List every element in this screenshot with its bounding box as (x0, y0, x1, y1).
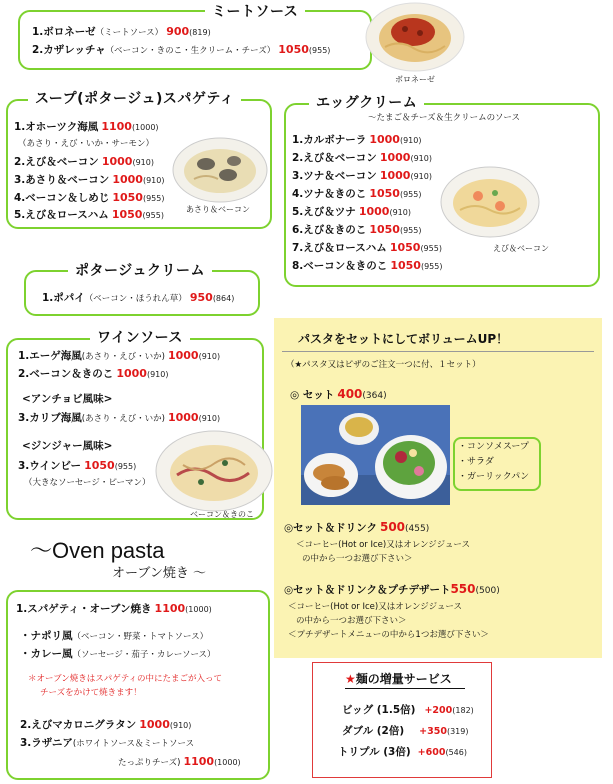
item-price: 1100 (154, 602, 186, 615)
meat-sauce-box (18, 10, 372, 70)
item-name: 4.ツナ＆きのこ (292, 188, 367, 200)
item-name: 5.えび＆ロースハム (14, 209, 109, 221)
set2-desc: の中から一つお選び下さい＞ (302, 554, 413, 564)
item-name: 2.えびマカロニグラタン (20, 719, 137, 731)
item-price: 1000 (101, 155, 133, 168)
set2-desc: ＜コーヒー(Hot or Ice)又はオレンジジュース (296, 540, 470, 550)
menu-item (14, 120, 159, 134)
item-name: 1.エーゲ海風 (18, 350, 82, 362)
item-tax: (955) (420, 262, 443, 271)
oven-note-line2: チーズをかけて焼きます！ (40, 688, 142, 698)
item-tax: (955) (399, 226, 422, 235)
set3-label: ◎セット＆ドリンク＆プチデザート (284, 584, 451, 596)
menu-item (292, 241, 442, 255)
shrimp-bacon-photo (440, 166, 540, 238)
egg-cream-title: エッグクリーム (309, 92, 424, 112)
wine-sauce-title: ワインソース (90, 327, 190, 347)
set3-desc: ＜コーヒー(Hot or Ice)又はオレンジジュース (288, 602, 462, 612)
item-desc: （大きなソーセージ・ピーマン） (24, 478, 151, 488)
set3-desc: ＜プチデザートメニューの中から1つお選び下さい＞ (288, 630, 489, 640)
item-name: 3.ラザニア (20, 737, 73, 749)
item-tax: (910) (198, 352, 221, 361)
item-price: +600 (417, 747, 446, 758)
menu-item (18, 459, 136, 473)
oven-note-line1: ＊オーブン焼きはスパゲティの中にたまごが入って (28, 674, 223, 684)
item-name: 2.えび＆ベーコン (14, 156, 99, 168)
item-price: 1000 (379, 151, 411, 164)
set1-row (290, 388, 387, 403)
item-desc: (あさり・えび・いか) (81, 352, 165, 362)
item-name: 8.ベーコン＆きのこ (292, 260, 388, 272)
menu-item (292, 187, 421, 201)
oven-heading: 〜Oven pasta (30, 538, 165, 563)
item-tax: (955) (399, 190, 422, 199)
variant-desc: （ソーセージ・茄子・カレーソース） (72, 650, 216, 660)
menu-item (14, 191, 164, 205)
set3-tax: (500) (475, 586, 500, 596)
variant-desc: （ベーコン・野菜・トマトソース） (72, 632, 209, 642)
flavor-label: <アンチョビ風味> (22, 393, 113, 405)
egg-cream-subtitle: 〜たまご＆チーズ＆生クリームのソース (368, 113, 520, 123)
set1-tax: (364) (362, 391, 387, 401)
item-tax: (910) (146, 370, 169, 379)
menu-item (292, 151, 432, 165)
item-tax: (1000) (185, 605, 212, 614)
set3-desc: の中から一つお選び下さい＞ (296, 616, 407, 626)
menu-item-desc (18, 137, 154, 151)
star-icon: ★ (345, 672, 356, 686)
item-price: 1050 (389, 241, 421, 254)
item-desc: (ホワイトソース＆ミートソース (72, 739, 195, 749)
item-name: 5.えび＆ツナ (292, 206, 356, 218)
menu-item (292, 205, 411, 219)
menu-item (14, 173, 164, 187)
item-name: 7.えび＆ロースハム (292, 242, 387, 254)
noodle-item (342, 725, 468, 738)
item-price: 1000 (139, 718, 170, 731)
item-name: 3.ウインビー (18, 460, 82, 472)
item-name: 1.ボロネーゼ (32, 26, 96, 38)
set2-label: ◎セット＆ドリンク (284, 522, 377, 534)
set1-item: ・コンソメスープ (458, 442, 529, 452)
noodle-title-row (345, 670, 452, 687)
item-tax: (910) (410, 172, 432, 181)
oven-subheading: オーブン焼き 〜 (112, 566, 206, 581)
set3-row (284, 583, 500, 598)
item-tax: (955) (308, 46, 331, 55)
item-name: 1.カルボナーラ (292, 134, 367, 146)
set-photo (301, 405, 450, 505)
photo-caption: ボロネーゼ (395, 75, 435, 84)
item-tax: (910) (132, 158, 154, 167)
item-tax: (955) (114, 462, 137, 471)
menu-item (32, 25, 211, 40)
set3-price: 550 (450, 582, 476, 596)
item-price: 1050 (390, 259, 421, 272)
menu-item (18, 411, 220, 426)
bacon-mushroom-photo (155, 430, 273, 512)
menu-item-line2 (118, 755, 241, 770)
item-tax: (910) (142, 176, 165, 185)
set-title: パスタをセットにしてボリュームUP！ (298, 332, 509, 346)
item-price: 1000 (358, 205, 390, 218)
menu-item (32, 43, 330, 58)
variant-name: ・ナポリ風 (20, 630, 73, 642)
noodle-item (342, 704, 474, 717)
item-tax: (910) (410, 154, 432, 163)
menu-item (292, 133, 421, 147)
set2-row (284, 521, 429, 536)
item-price: 1050 (112, 191, 143, 204)
item-name: 6.えび＆きのこ (292, 224, 367, 236)
item-price: 1000 (379, 169, 411, 182)
item-tax: (910) (169, 721, 192, 730)
set1-item: ・ガーリックパン (458, 472, 530, 482)
set2-price: 500 (379, 520, 406, 534)
item-price: 1100 (183, 755, 215, 768)
item-tax: (910) (198, 414, 221, 423)
menu-item (14, 208, 164, 222)
item-price: +350 (419, 726, 447, 737)
item-name: トリプル (3倍) (338, 746, 411, 758)
item-name: ダブル (2倍) (342, 725, 405, 737)
item-tax: (955) (142, 211, 164, 220)
set1-label: ◎ セット (290, 389, 335, 401)
item-name: 2.ベーコン＆きのこ (18, 368, 114, 380)
item-tax: (955) (142, 194, 165, 203)
clam-bacon-photo (172, 137, 268, 203)
menu-item (42, 291, 234, 306)
item-name: 3.カリブ海風 (18, 412, 82, 424)
item-name: 1.スパゲティ・オーブン焼き (16, 603, 152, 615)
item-price: 1050 (369, 187, 400, 200)
photo-caption: えび＆ベーコン (493, 244, 549, 253)
bolognese-photo (365, 2, 465, 72)
item-name: ビッグ (1.5倍) (342, 704, 416, 716)
item-tax: (1000) (131, 123, 159, 132)
item-name: 3.ツナ＆ベーコン (292, 170, 377, 182)
item-tax: (864) (212, 294, 235, 303)
item-price: 1050 (369, 223, 400, 236)
ginger-label (22, 440, 112, 453)
set1-price: 400 (337, 387, 363, 401)
item-tax: (955) (420, 244, 442, 253)
menu-item (16, 602, 212, 616)
meat-sauce-title: ミートソース (205, 1, 305, 21)
item-tax: (1000) (214, 758, 241, 767)
item-desc: （ミートソース） (95, 28, 164, 38)
menu-variant (20, 648, 216, 662)
item-price: 1050 (111, 208, 143, 221)
set1-item: ・サラダ (458, 457, 494, 467)
noodle-title: 麺の増量サービス (355, 672, 452, 686)
item-desc: （ベーコン・きのこ・生クリーム・チーズ） (105, 46, 276, 56)
item-name: 3.あさり＆ベーコン (14, 174, 110, 186)
noodle-item (338, 746, 467, 759)
photo-caption: あさり＆ベーコン (186, 205, 250, 214)
menu-item (292, 223, 421, 237)
item-desc: (あさり・えび・いか) (81, 414, 165, 424)
item-name: 1.ポパイ (42, 292, 85, 304)
potage-title: ポタージュクリーム (68, 260, 212, 280)
item-tax: (182) (452, 706, 474, 715)
item-price: 900 (166, 25, 190, 38)
item-desc: （ベーコン・ほうれん草） (84, 294, 187, 304)
menu-item (292, 259, 442, 273)
item-tax: (546) (445, 748, 467, 757)
item-name: 2.えび＆ベーコン (292, 152, 377, 164)
menu-item (292, 169, 432, 183)
item-name: 1.オホーツク海風 (14, 121, 99, 133)
item-tax: (819) (189, 28, 211, 37)
item-price: 1050 (84, 459, 115, 472)
item-desc: たっぷりチーズ) (118, 758, 181, 768)
anchovy-label (22, 393, 112, 406)
menu-item (14, 155, 154, 169)
menu-variant (20, 630, 208, 644)
item-name: 4.ベーコン＆しめじ (14, 192, 110, 204)
menu-item (18, 367, 168, 381)
noodle-title-underline (345, 688, 465, 689)
menu-item-desc (24, 476, 150, 490)
menu-item (20, 718, 191, 732)
item-price: 1000 (116, 367, 147, 380)
set-title-rule (282, 351, 594, 352)
flavor-label: <ジンジャー風味> (22, 440, 113, 452)
item-tax: (319) (446, 727, 469, 736)
item-desc: （あさり・えび・いか・サーモン） (18, 139, 155, 149)
photo-caption: ベーコン＆きのこ (190, 510, 254, 519)
variant-name: ・カレー風 (20, 648, 73, 660)
item-price: 1050 (278, 43, 309, 56)
item-price: 1100 (101, 120, 132, 133)
item-price: 950 (189, 291, 213, 304)
item-price: +200 (424, 705, 453, 716)
item-name: 2.カザレッチャ (32, 44, 106, 56)
item-tax: (910) (389, 208, 411, 217)
set-note: （★パスタ又はピザのご注文一つに付、１セット） (286, 360, 481, 370)
item-price: 1000 (167, 411, 199, 424)
menu-item (18, 349, 220, 364)
item-tax: (910) (399, 136, 422, 145)
item-price: 1000 (369, 133, 400, 146)
set2-tax: (455) (405, 524, 430, 534)
menu-item (20, 737, 194, 751)
item-price: 1000 (112, 173, 143, 186)
item-price: 1000 (167, 349, 199, 362)
soup-title: スープ(ポタージュ)スパゲティ (28, 88, 241, 108)
